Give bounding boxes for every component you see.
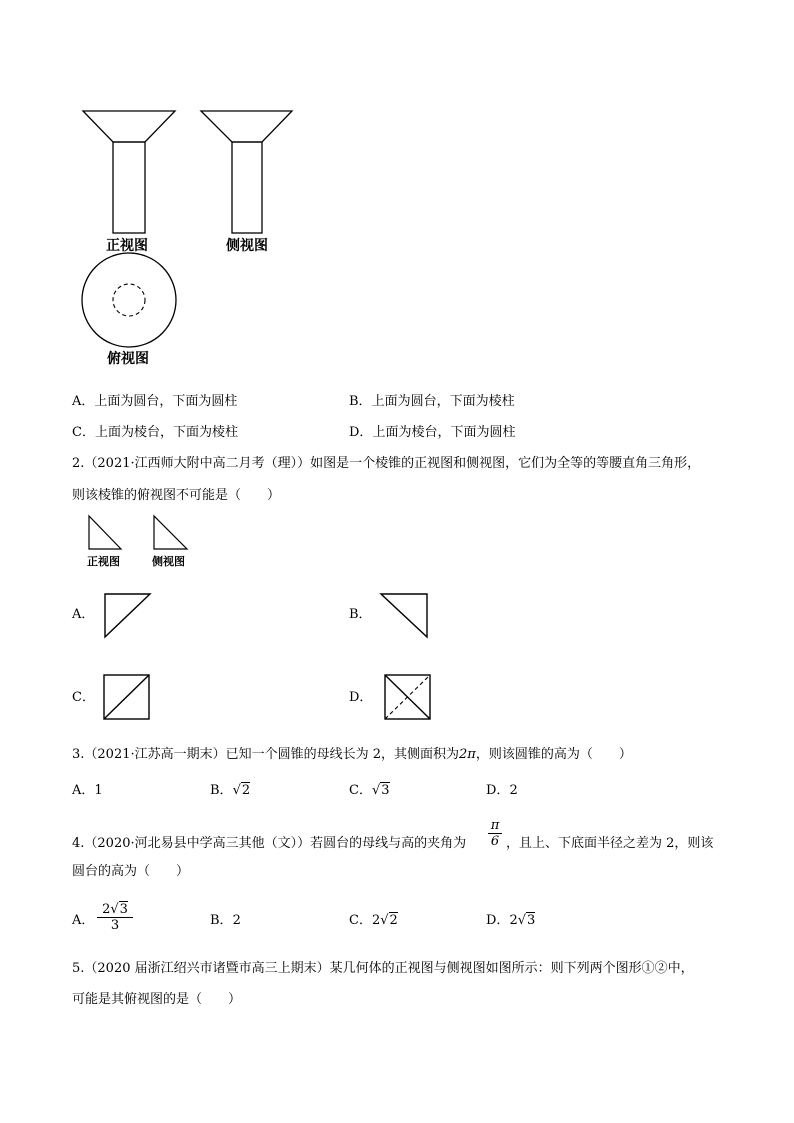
q2-side-view-label: 侧视图 [152, 555, 185, 568]
q5-stem-line1: 5.（2020 届浙江绍兴市诸暨市高三上期末）某几何体的正视图与侧视图如图所示：则下列两个图形①②中， [72, 961, 694, 976]
q1-front-view-label: 正视图 [106, 238, 148, 254]
q1-option-d[interactable]: D．上面为棱台，下面为圆柱 [349, 425, 516, 440]
q4-option-a-letter[interactable]: A． [72, 913, 95, 928]
q1-option-b[interactable]: B．上面为圆台，下面为棱柱 [349, 394, 515, 409]
q3-stem: 3.（2021·江苏高一期末）已知一个圆锥的母线长为 2，其侧面积为2π，则该圆锥的高为（ ） [72, 747, 632, 762]
q2-stem-line2: 则该棱锥的俯视图不可能是（ ） [72, 488, 281, 503]
q1-side-view-label: 侧视图 [226, 238, 268, 254]
q5-stem-line2: 可能是其俯视图的是（ ） [72, 992, 242, 1007]
q2-option-b[interactable]: B． [349, 607, 372, 622]
q2-option-d[interactable]: D． [349, 690, 373, 705]
q1-top-view-label: 俯视图 [107, 351, 149, 367]
q2-option-c[interactable]: C． [72, 690, 95, 705]
q4-angle-fraction: $\frac{\pi}{6}$ [488, 818, 502, 849]
q4-stem-part2: ，且上、下底面半径之差为 2，则该 [506, 836, 714, 851]
q1-option-a[interactable]: A．上面为圆台，下面为圆柱 [72, 394, 238, 409]
q2-front-view-label: 正视图 [87, 555, 120, 568]
q4-option-b[interactable]: B．2 [210, 913, 241, 928]
q3-option-a[interactable]: A．1 [72, 783, 103, 798]
q4-option-a-fraction[interactable]: $\frac{2√3}{3}$ [97, 902, 133, 933]
q1-option-c[interactable]: C．上面为棱台，下面为棱柱 [72, 425, 238, 440]
q4-option-d[interactable]: D．2√3 [486, 913, 536, 928]
q4-option-c[interactable]: C．2√2 [349, 913, 398, 928]
q2-stem-line1: 2.（2021·江西师大附中高二月考（理））如图是一个棱锥的正视图和侧视图，它们为全等的等腰直角三角形， [72, 456, 701, 471]
q4-stem-line2: 圆台的高为（ ） [72, 864, 190, 879]
q2-option-a[interactable]: A． [72, 607, 95, 622]
q4-stem-part1: 4.（2020·河北易县中学高三其他（文））若圆台的母线与高的夹角为 [72, 836, 467, 851]
q3-option-d[interactable]: D．2 [486, 783, 518, 798]
q3-option-b[interactable]: B．√2 [210, 783, 251, 798]
q3-option-c[interactable]: C．√3 [349, 783, 390, 798]
